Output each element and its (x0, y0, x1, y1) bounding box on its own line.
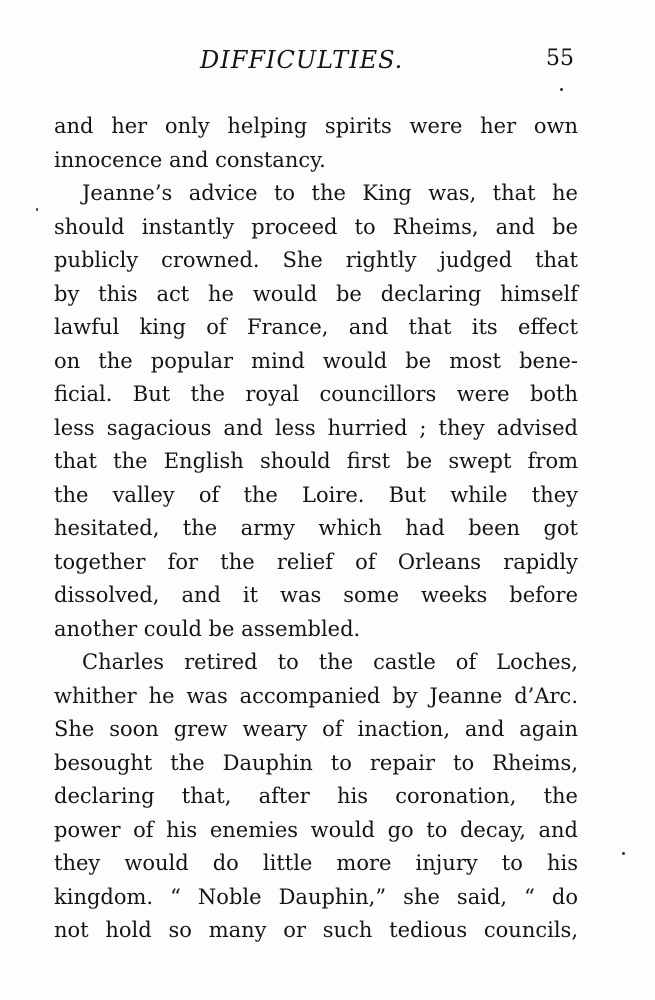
running-title: DIFFICULTIES. (200, 46, 404, 74)
text-line: power of his enemies would go to decay, and (54, 817, 578, 842)
ink-speck (622, 852, 625, 855)
text-line: not hold so many or such tedious councils, (54, 918, 578, 942)
text-line: Charles retired to the castle of Loches, (82, 650, 578, 674)
text-line: kingdom. “ Noble Dauphin,” she said, “ do (54, 884, 578, 909)
text-line: hesitated, the army which had been got (54, 516, 578, 540)
text-line: should instantly proceed to Rheims, and be (54, 214, 578, 239)
text-line: lawful king of France, and that its effect (54, 315, 578, 339)
text-line: and her only helping spirits were her own (54, 114, 578, 138)
text-line: the valley of the Loire. But while they (54, 482, 578, 507)
text-line: besought the Dauphin to repair to Rheims, (54, 750, 578, 775)
ink-speck (560, 88, 563, 91)
text-line: on the popular mind would be most bene- (54, 348, 578, 373)
text-line: together for the relief of Orleans rapidly (54, 549, 578, 574)
body-text (54, 110, 578, 948)
text-line: dissolved, and it was some weeks before (54, 583, 578, 607)
page-header (0, 42, 655, 82)
text-line: declaring that, after his coronation, the (54, 784, 578, 808)
text-line: by this act he would be declaring himself (54, 281, 578, 306)
text-line: they would do little more injury to his (54, 851, 578, 875)
text-line: that the English should first be swept from (54, 449, 578, 473)
text-line: She soon grew weary of inaction, and again (54, 717, 578, 741)
text-line: publicly crowned. She rightly judged that (54, 248, 578, 272)
ink-speck (36, 208, 38, 211)
text-line: innocence and constancy. (54, 147, 326, 172)
text-line: Jeanne’s advice to the King was, that he (82, 181, 578, 205)
text-line: less sagacious and less hurried ; they advised (54, 415, 578, 440)
text-line: ficial. But the royal councillors were both (54, 382, 578, 406)
text-line: another could be assembled. (54, 616, 361, 641)
text-line: whither he was accompanied by Jeanne d’Arc. (54, 683, 578, 708)
page-number: 55 (546, 46, 574, 71)
